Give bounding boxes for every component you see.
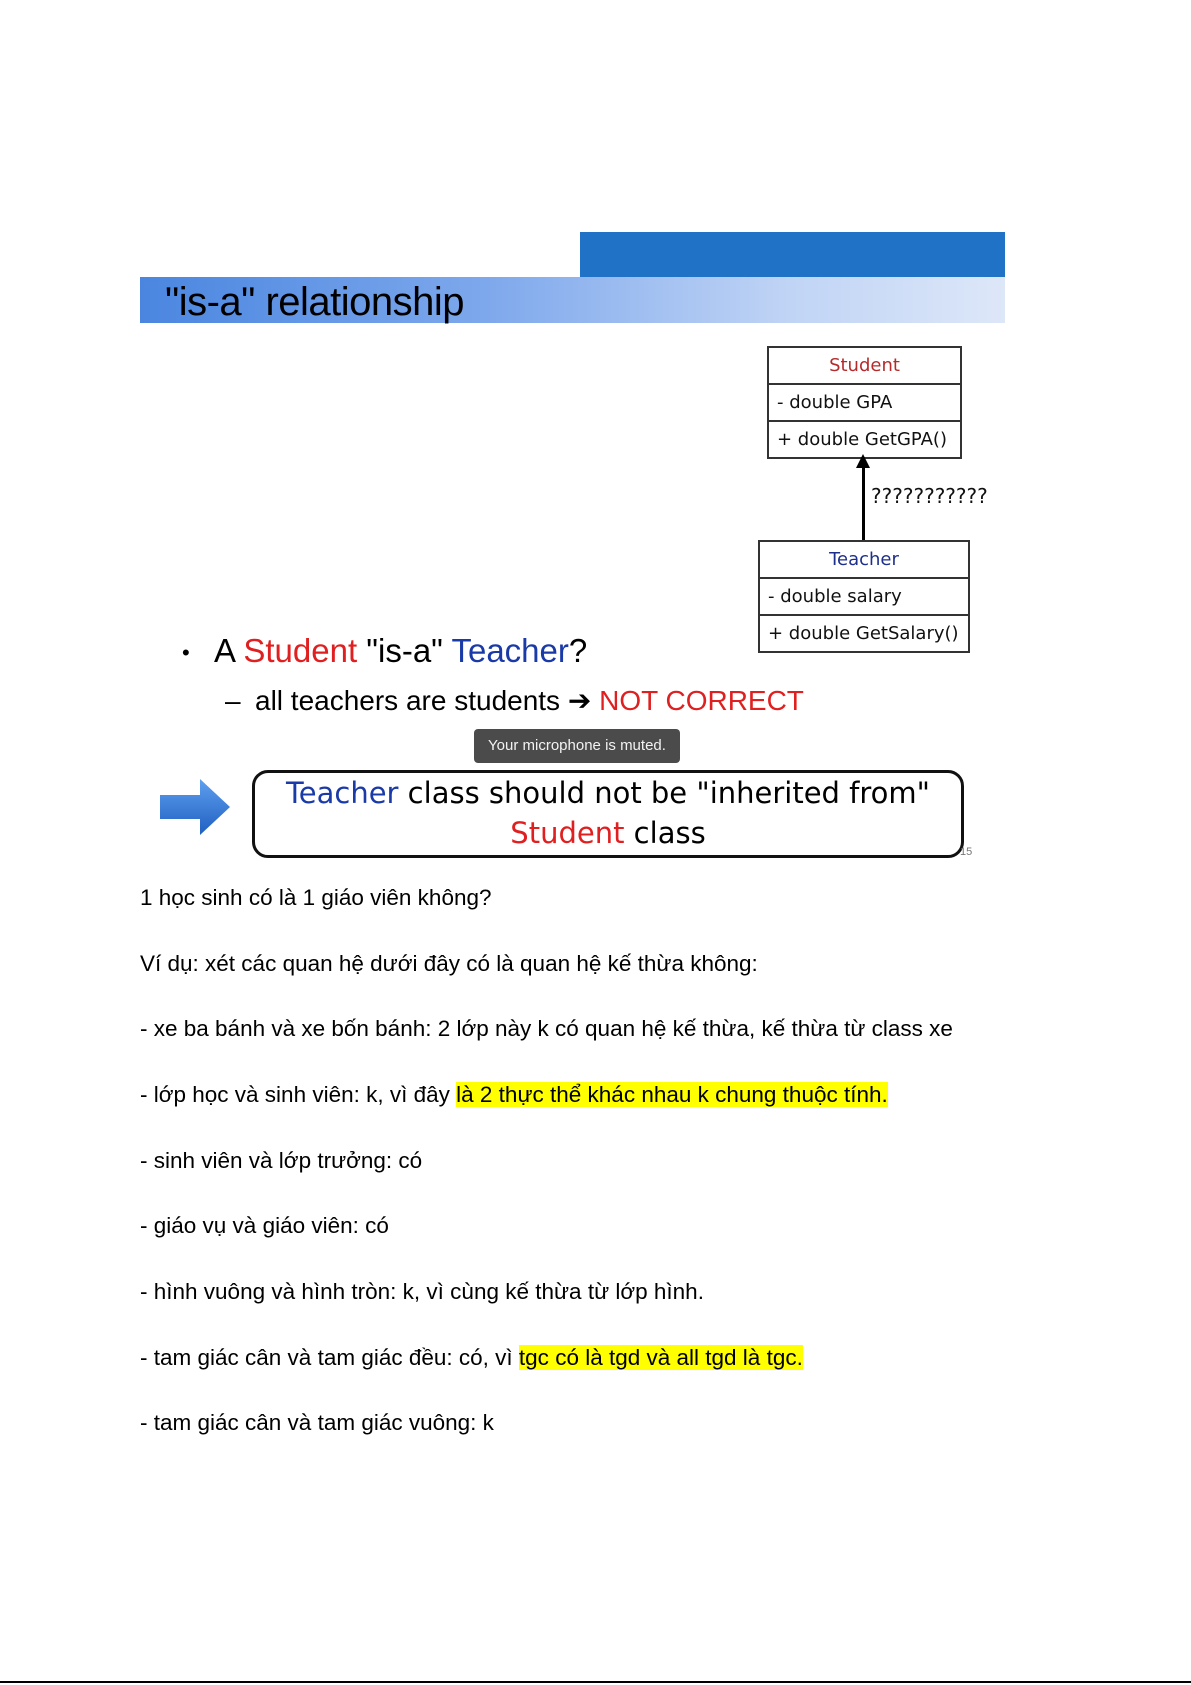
list-item-text: - xe ba bánh và xe bốn bánh: 2 lớp này k có quan hệ kế thừa, kế thừa từ class xe xyxy=(140,1016,953,1041)
conclusion-rest-2: class xyxy=(624,816,706,850)
sub-bullet-dash: – xyxy=(225,685,241,716)
list-item-text: - sinh viên và lớp trưởng: có xyxy=(140,1148,423,1173)
inheritance-arrow-line xyxy=(862,464,865,542)
list-item-text: - tam giác cân và tam giác đều: có, vì xyxy=(140,1345,519,1370)
slide-screenshot xyxy=(140,232,1005,872)
relation-label: ??????????? xyxy=(871,484,988,508)
list-item xyxy=(140,1410,494,1436)
bullet-middle: "is-a" xyxy=(357,632,452,669)
bullet-teacher: Teacher xyxy=(451,632,569,669)
bullet-student: Student xyxy=(243,632,358,669)
list-item-highlight: tgc có là tgd và all tgd là tgc. xyxy=(518,1345,803,1370)
list-item xyxy=(140,1279,704,1305)
list-item-text: - hình vuông và hình tròn: k, vì cùng kế thừa từ lớp hình. xyxy=(140,1279,704,1304)
list-item xyxy=(140,1082,888,1108)
slide-bullet xyxy=(182,632,587,670)
bullet-suffix: ? xyxy=(568,632,588,669)
list-item xyxy=(140,1345,803,1371)
uml-class-teacher xyxy=(758,540,970,653)
right-arrow-icon: ➔ xyxy=(567,685,592,716)
slide-sub-bullet xyxy=(225,684,804,717)
uml-student-method: + double GetGPA() xyxy=(777,429,947,450)
sub-bullet-verdict: NOT CORRECT xyxy=(599,685,804,716)
list-item-text: - lớp học và sinh viên: k, vì đây xyxy=(140,1082,457,1107)
slide-top-bar xyxy=(580,232,1005,277)
uml-class-student xyxy=(767,346,962,459)
page-bottom-rule xyxy=(0,1681,1191,1683)
sub-bullet-text: all teachers are students xyxy=(255,685,561,716)
bullet-dot-icon: • xyxy=(182,640,190,666)
list-item-text: - tam giác cân và tam giác vuông: k xyxy=(140,1410,494,1435)
conclusion-box xyxy=(252,770,964,858)
bullet-prefix: A xyxy=(214,632,244,669)
conclusion-line-2 xyxy=(255,813,961,853)
uml-student-name: Student xyxy=(769,348,960,385)
example-intro-paragraph: Ví dụ: xét các quan hệ dưới đây có là quan hệ kế thừa không: xyxy=(140,951,758,976)
microphone-muted-tooltip: Your microphone is muted. xyxy=(474,729,680,763)
big-right-arrow-icon xyxy=(160,777,232,837)
question-paragraph: 1 học sinh có là 1 giáo viên không? xyxy=(140,885,492,910)
uml-student-attribute: - double GPA xyxy=(769,385,960,422)
list-item xyxy=(140,1016,953,1042)
uml-teacher-attribute: - double salary xyxy=(760,579,968,616)
list-item xyxy=(140,1213,389,1239)
conclusion-rest-1: class should not be "inherited from" xyxy=(398,776,931,810)
list-item-text: - giáo vụ và giáo viên: có xyxy=(140,1213,389,1238)
conclusion-student: Student xyxy=(510,816,625,850)
slide-title: "is-a" relationship xyxy=(165,280,465,324)
uml-teacher-method: + double GetSalary() xyxy=(768,623,959,644)
conclusion-teacher: Teacher xyxy=(285,776,399,810)
list-item-highlight: là 2 thực thể khác nhau k chung thuộc tính. xyxy=(456,1082,888,1107)
uml-teacher-name: Teacher xyxy=(760,542,968,579)
list-item xyxy=(140,1148,422,1174)
conclusion-line-1 xyxy=(255,773,961,813)
slide-number: 15 xyxy=(960,846,973,858)
